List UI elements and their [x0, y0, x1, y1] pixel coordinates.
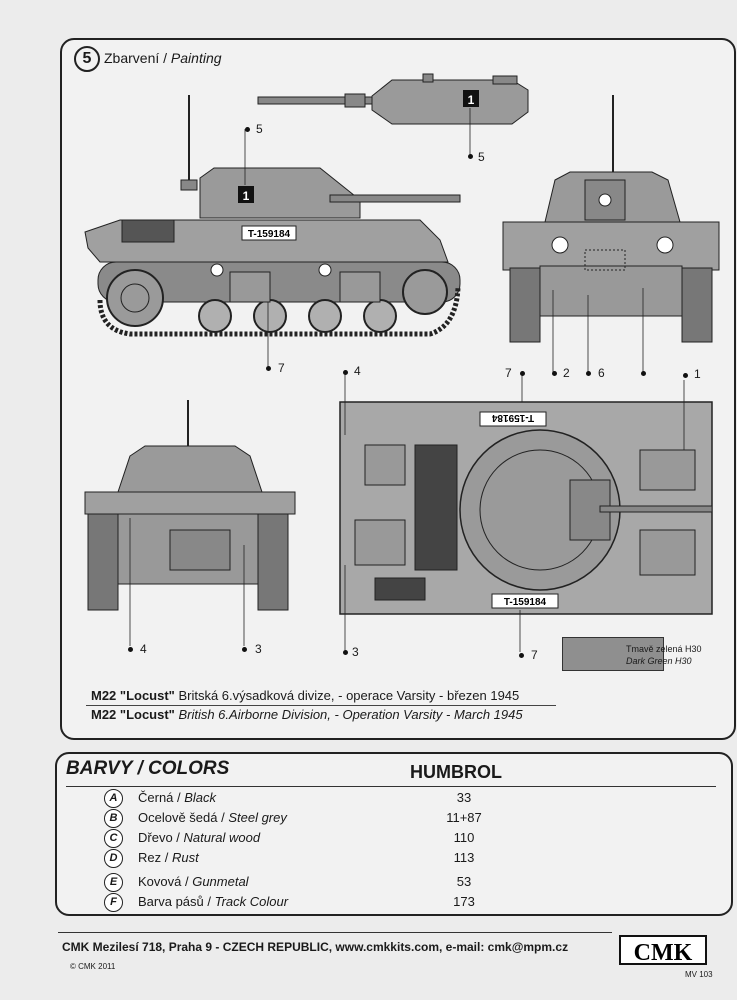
callout-dot — [468, 154, 473, 159]
color-badge: E — [104, 873, 123, 892]
color-row — [104, 849, 624, 869]
colors-heading: BARVY / COLORS — [66, 758, 230, 779]
footer-address: CMK Mezilesí 718, Praha 9 - CZECH REPUBLIC, www.cmkkits.com, e-mail: cmk@mpm.cz — [62, 940, 569, 954]
color-name: Rez / Rust — [138, 850, 199, 865]
humbrol-code: 53 — [456, 874, 472, 889]
turret-number-side: 1 — [242, 189, 250, 203]
callout-dot — [242, 647, 247, 652]
callout-dot — [520, 371, 525, 376]
callout-dot — [245, 127, 250, 132]
swatch-label-cz: Tmavě zelená H30 — [626, 644, 702, 654]
tank-side-view — [85, 95, 460, 334]
callout-1-front: 1 — [694, 367, 701, 381]
product-code: MV 103 — [685, 970, 713, 979]
copyright: © CMK 2011 — [70, 962, 116, 971]
callout-4-rear: 4 — [140, 642, 147, 656]
color-name: Kovová / Gunmetal — [138, 874, 249, 889]
callout-dot — [683, 373, 688, 378]
step-title: Zbarvení / Painting — [104, 50, 222, 66]
tank-rear-view — [85, 400, 295, 610]
callout-dot — [586, 371, 591, 376]
color-name: Černá / Black — [138, 790, 217, 805]
color-row — [104, 809, 624, 829]
humbrol-code: 110 — [453, 830, 475, 845]
colors-divider — [66, 786, 716, 787]
callout-dot — [343, 650, 348, 655]
callout-dot — [266, 366, 271, 371]
callout-2-front: 2 — [563, 366, 570, 380]
color-badge: F — [104, 893, 123, 912]
tank-plan-view — [340, 402, 712, 614]
callout-dot — [343, 370, 348, 375]
turret-number-top: 1 — [467, 93, 475, 107]
callout-4-plan: 4 — [354, 364, 361, 378]
color-name: Dřevo / Natural wood — [138, 830, 261, 845]
registration-plan-top: T-159184 — [491, 412, 535, 423]
color-badge: C — [104, 829, 123, 848]
color-name: Barva pásů / Track Colour — [138, 894, 289, 909]
registration-side: T-159184 — [247, 229, 291, 240]
callout-7-side: 7 — [278, 361, 285, 375]
color-row — [104, 829, 624, 849]
callout-dot — [552, 371, 557, 376]
callout-dot — [641, 371, 646, 376]
cmk-logo — [612, 920, 710, 968]
swatch-label-en: Dark Green H30 — [626, 656, 692, 666]
color-badge: A — [104, 789, 123, 808]
color-name: Ocelově šedá / Steel grey — [138, 810, 287, 825]
callout-5-side: 5 — [256, 122, 263, 136]
callout-7-front: 7 — [505, 366, 512, 380]
caption-divider — [86, 705, 556, 706]
color-row — [104, 789, 624, 809]
humbrol-code: 173 — [453, 894, 475, 909]
step-number-badge: 5 — [74, 46, 100, 72]
svg-text:CMK: CMK — [633, 940, 693, 966]
humbrol-code: 33 — [456, 790, 472, 805]
color-badge: D — [104, 849, 123, 868]
callout-7-plan: 7 — [531, 648, 538, 662]
humbrol-heading: HUMBROL — [410, 762, 502, 782]
callout-3-plan: 3 — [352, 645, 359, 659]
callout-dot — [519, 653, 524, 658]
tank-front-view — [503, 95, 719, 342]
color-row — [104, 873, 624, 893]
callout-dot — [128, 647, 133, 652]
humbrol-code: 113 — [453, 850, 475, 865]
caption-cz: M22 "Locust" Britská 6.výsadková divize, - operace Varsity - březen 1945 — [91, 688, 520, 703]
turret-top-view — [258, 74, 528, 124]
footer-divider — [58, 932, 612, 933]
callout-5-turret: 5 — [478, 150, 485, 164]
color-row — [104, 893, 624, 913]
registration-plan-bottom: T-159184 — [503, 597, 547, 608]
callout-3-rear: 3 — [255, 642, 262, 656]
caption-en: M22 "Locust" British 6.Airborne Division, - Operation Varsity - March 1945 — [91, 707, 523, 722]
humbrol-code: 11+87 — [446, 810, 482, 825]
color-badge: B — [104, 809, 123, 828]
callout-6-front: 6 — [598, 366, 605, 380]
